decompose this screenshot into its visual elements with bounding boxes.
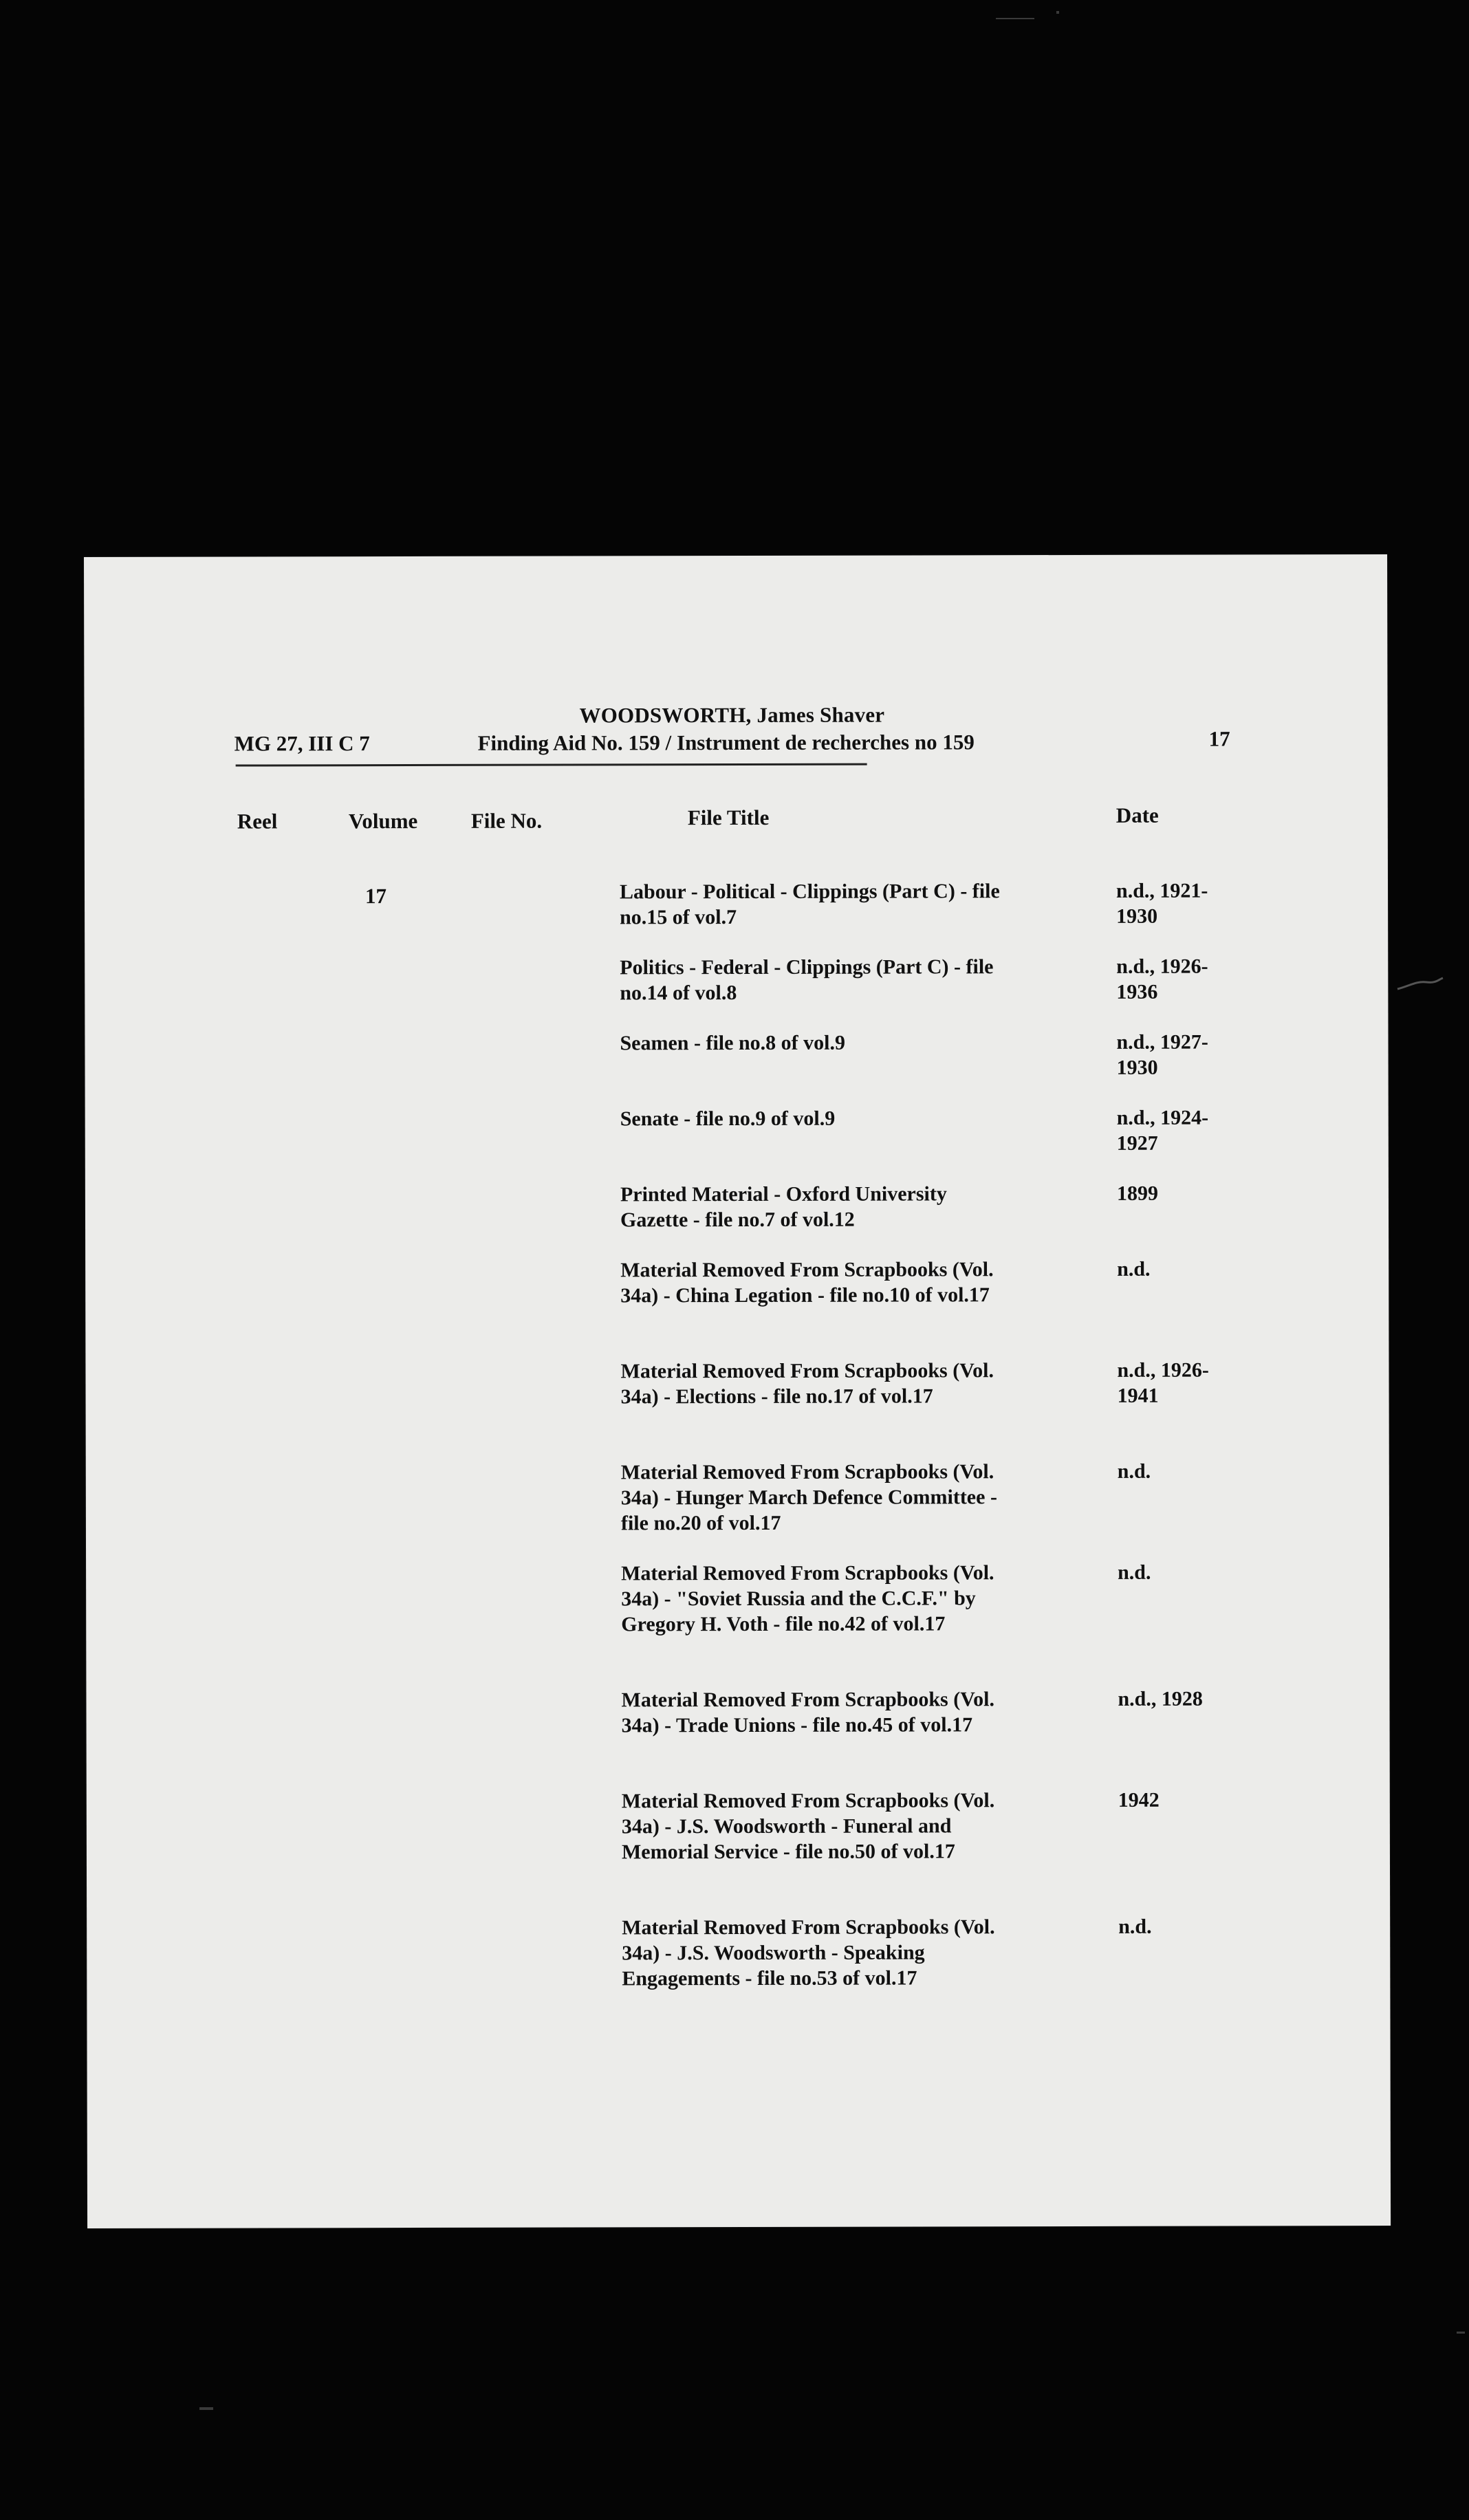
file-date: n.d. — [1118, 1915, 1152, 1938]
volume-number: 17 — [364, 884, 387, 909]
finding-aid-title: Finding Aid No. 159 / Instrument de recherches no 159 — [477, 730, 975, 755]
file-date: n.d. — [1118, 1561, 1151, 1584]
file-date: n.d. — [1117, 1257, 1151, 1281]
scan-artifact — [1056, 11, 1059, 14]
file-title: Labour - Political - Clippings (Part C) - file no.15 of vol.7 — [619, 880, 1000, 929]
file-title: Printed Material - Oxford University Gazette - file no.7 of vol.12 — [620, 1182, 947, 1232]
file-date: n.d., 1928 — [1118, 1687, 1203, 1710]
file-date: n.d., 1926-1936 — [1116, 955, 1208, 1003]
file-title: Material Removed From Scrapbooks (Vol. 34a) - "Soviet Russia and the C.C.F." by Gregory H. Voth - file no.42 of vol.17 — [621, 1561, 994, 1636]
file-title: Material Removed From Scrapbooks (Vol. 34a) - J.S. Woodsworth - Speaking Engagements - file no.53 of vol.17 — [622, 1915, 995, 1990]
file-title: Politics - Federal - Clippings (Part C) - file no.14 of vol.8 — [620, 955, 994, 1005]
file-date: 1942 — [1118, 1788, 1160, 1812]
file-title: Material Removed From Scrapbooks (Vol. 34a) - China Legation - file no.10 of vol.17 — [620, 1258, 994, 1307]
collection-name: WOODSWORTH, James Shaver — [579, 702, 885, 728]
file-title: Material Removed From Scrapbooks (Vol. 34a) - J.S. Woodsworth - Funeral and Memorial Service - file no.50 of vol.17 — [621, 1789, 995, 1864]
scan-artifact — [199, 2407, 213, 2410]
file-date: n.d., 1921-1930 — [1116, 879, 1208, 928]
file-date: 1899 — [1116, 1182, 1158, 1205]
file-title: Material Removed From Scrapbooks (Vol. 34a) - Hunger March Defence Committee - file no.20 of vol.17 — [620, 1460, 997, 1535]
file-title: Senate - file no.9 of vol.9 — [620, 1107, 836, 1131]
column-header-file-no: File No. — [470, 808, 543, 833]
file-title: Material Removed From Scrapbooks (Vol. 34a) - Trade Unions - file no.45 of vol.17 — [621, 1688, 994, 1737]
column-header-volume: Volume — [348, 808, 418, 834]
file-date: n.d., 1927-1930 — [1116, 1030, 1208, 1079]
file-title: Material Removed From Scrapbooks (Vol. 34a) - Elections - file no.17 of vol.17 — [620, 1359, 994, 1409]
column-header-reel: Reel — [237, 809, 278, 834]
file-date: n.d., 1926-1941 — [1117, 1358, 1209, 1407]
file-title: Seamen - file no.8 of vol.9 — [620, 1031, 845, 1055]
file-date: n.d., 1924-1927 — [1116, 1106, 1209, 1155]
column-header-date: Date — [1116, 803, 1159, 827]
scan-artifact — [1457, 2332, 1465, 2334]
document-page — [84, 554, 1391, 2228]
column-header-file-title: File Title — [687, 805, 770, 830]
page-number: 17 — [1208, 726, 1230, 751]
file-date: n.d. — [1117, 1459, 1151, 1483]
header-rule — [236, 763, 867, 767]
collection-reference: MG 27, III C 7 — [234, 731, 370, 756]
scan-artifact — [996, 18, 1034, 19]
scan-smudge — [1396, 977, 1444, 992]
